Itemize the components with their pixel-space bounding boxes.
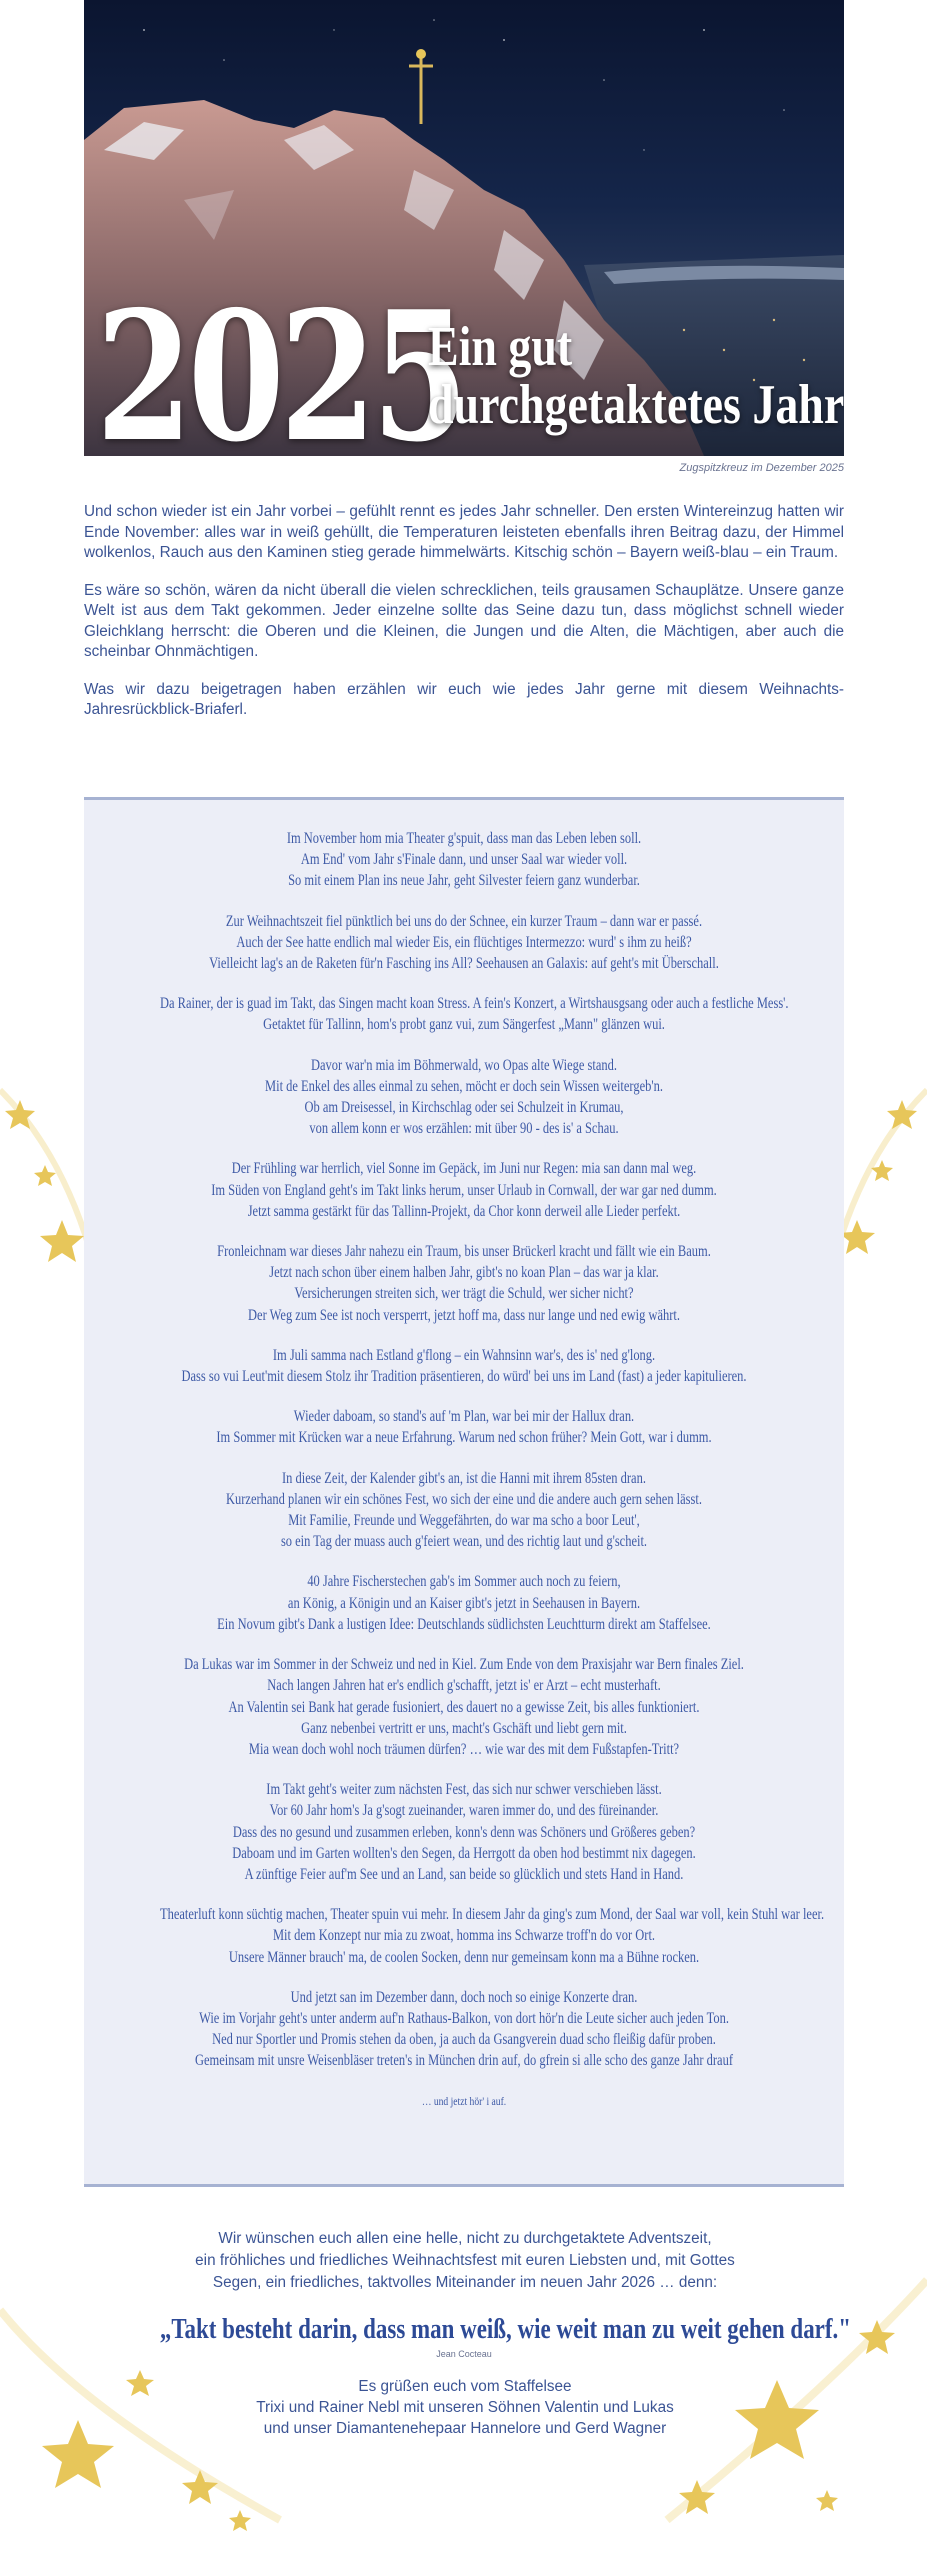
poem-line: Gemeinsam mit unsre Weisenbläser treten's in München drin auf, do gfrein si alle scho des ganze Jahr drauf [195, 2052, 733, 2070]
poem-line: Im November hom mia Theater g'spuit, dass man das Leben leben soll. [286, 830, 642, 847]
poem-line: Auch der See hatte endlich mal wieder Eis, ein flüchtiges Intermezzo: wurd' s ihm zu heiß? [236, 933, 692, 951]
poem-line: Mit de Enkel des alles einmal zu sehen, möcht er doch sein Wissen weitergeb'n. [265, 1077, 663, 1095]
poem-stanza [84, 1241, 844, 1326]
poem-line: Daboam und im Garten wollten's den Segen, da Herrgott da oben hod bestimmt nix dagegen. [232, 1844, 696, 1862]
poem-stanza [84, 911, 844, 975]
poem-line: Mit Familie, Freunde und Weggefährten, do war ma scho a boor Leut', [288, 1512, 640, 1530]
poem-stanza [84, 993, 844, 1035]
star-icon [5, 1100, 35, 1129]
star-icon [182, 2470, 218, 2504]
poem-line: Wie im Vorjahr geht's unter anderm auf'n Rathaus-Balkon, von dort hör'n die Leute sicher auch jeden Ton. [199, 2009, 729, 2027]
wishes-line: ein fröhliches und friedliches Weihnachtsfest mit euren Liebsten und, mit Gottes [195, 2252, 735, 2269]
star-icon [40, 1220, 84, 1262]
poem-line: Am End' vom Jahr s'Finale dann, und unser Saal war wieder voll. [300, 851, 628, 869]
poem-stanza [84, 1158, 844, 1222]
hero-title [428, 318, 844, 434]
hero-title-line-2: durchgetaktetes Jahr [428, 374, 844, 436]
poem-line: Im Sommer mit Krücken war a neue Erfahrung. Warum ned schon früher? Mein Gott, war i dumm. [216, 1429, 712, 1447]
poem-line: Unsere Männer brauch' ma, de coolen Socken, denn nur gemeinsam konn ma a Bühne rocken. [228, 1948, 700, 1966]
poem-line: Der Weg zum See ist noch versperrt, jetzt hoff ma, dass nur lange und ned ewig währt. [248, 1306, 680, 1324]
poem-line: An Valentin sei Bank hat gerade fusioniert, des dauert no a gewisse Zeit, bis alles funktioniert. [228, 1698, 700, 1716]
poem-stanza [84, 1406, 844, 1448]
poem-line: Fronleichnam war dieses Jahr nahezu ein Traum, bis unser Brückerl kracht und fällt wie ein Baum. [217, 1243, 711, 1261]
poem-line: Mia wean doch wohl noch träumen dürfen? … wie war des mit dem Fußstapfen-Tritt? [248, 1740, 680, 1758]
poem-line: Ned nur Sportler und Promis stehen da oben, ja auch da Gsangverein duad scho fleißig dafür proben. [212, 2031, 716, 2049]
poem-stanza [84, 828, 844, 892]
poem-line: von allem konn er wos erzählen: mit über 90 - des is' a Schau. [309, 1120, 619, 1138]
poem-stanza [84, 1904, 844, 1968]
star-icon [871, 1160, 893, 1181]
star-icon [839, 1220, 875, 1254]
poem-line: Ob am Dreisessel, in Kirchschlag oder sei Schulzeit in Krumau, [304, 1099, 624, 1117]
star-icon [34, 1165, 56, 1186]
intro-paragraph: Und schon wieder ist ein Jahr vorbei – gefühlt rennt es jedes Jahr schneller. Den ersten Wintereinzug hatten wir Ende November: alles war in weiß gehüllt, die Temperaturen leisteten ebenfalls ihren Beitrag dazu, der Himmel wolkenlos, Rauch aus den Kaminen stieg gerade himmelwärts. Kitschig schön – Bayern weiß-blau – ein Traum. [84, 503, 844, 561]
poem-line: Zur Weihnachtszeit fiel pünktlich bei uns do der Schnee, ein kurzer Traum – dann war er passé. [225, 912, 703, 930]
poem-stanza [84, 1654, 844, 1760]
poem-stanza [84, 1055, 844, 1140]
greeting-text [120, 2376, 810, 2439]
star-icon [887, 1100, 917, 1129]
poem-line: Nach langen Jahren hat er's endlich g'schafft, jetzt is' er Arzt – echt musterhaft. [267, 1677, 661, 1695]
poem-box [84, 797, 844, 2187]
poem-line: Kurzerhand planen wir ein schönes Fest, wo sich der eine und die andere auch gern sehen lässt. [226, 1490, 702, 1508]
poem-line: Theaterluft konn süchtig machen, Theater spuin vui mehr. In diesem Jahr da ging's zum Mond, der Saal war voll, kein Stuhl war leer. [160, 1906, 825, 1924]
greeting-line: und unser Diamantenehepaar Hannelore und Gerd Wagner [263, 2420, 667, 2437]
poem-line: Da Rainer, der is guad im Takt, das Singen macht koan Stress. A fein's Konzert, a Wirtshausgsang oder auch a festliche Mess'. [160, 995, 789, 1013]
poem-line: Wieder daboam, so stand's auf 'm Plan, war bei mir der Hallux dran. [293, 1408, 635, 1426]
star-icon [816, 2490, 838, 2511]
image-caption: Zugspitzkreuz im Dezember 2025 [679, 462, 844, 474]
greeting-line: Es grüßen euch vom Staffelsee [358, 2378, 572, 2395]
poem-line: Der Frühling war herrlich, viel Sonne im Gepäck, im Juni nur Regen: mia san dann mal weg. [231, 1160, 697, 1178]
greeting-line: Trixi und Rainer Nebl mit unseren Söhnen Valentin und Lukas [256, 2399, 674, 2416]
poem-line: So mit einem Plan ins neue Jahr, geht Silvester feiern ganz wunderbar. [288, 872, 640, 890]
poem-line: Jetzt nach schon über einem halben Jahr, gibt's no koan Plan – das war ja klar. [269, 1264, 659, 1282]
poem-line: Im Juli samma nach Estland g'flong – ein Wahnsinn war's, des is' ned g'long. [272, 1346, 656, 1364]
wishes-line: Segen, ein friedliches, taktvolles Miteinander im neuen Jahr 2026 … denn: [212, 2274, 718, 2291]
wishes-line: Wir wünschen euch allen eine helle, nicht zu durchgetaktete Adventszeit, [218, 2230, 712, 2247]
star-icon [229, 2510, 251, 2531]
poem-line: Und jetzt san im Dezember dann, doch noch so einige Konzerte dran. [290, 1988, 638, 2006]
hero-image [84, 0, 844, 456]
poem-stanza [84, 2091, 844, 2112]
intro-paragraph: Es wäre so schön, wären da nicht überall die vielen schrecklichen, teils grausamen Schauplätze. Unsere ganze Welt ist aus dem Takt gekommen. Jeder einzelne sollte das Seine dazu tun, dass möglichst schnell wieder Gleichklang herrscht: die Oberen und die Kleinen, die Jungen und die Alten, die Mächtigen, aber auch die scheinbar Ohnmächtigen. [84, 581, 844, 660]
poem-line: Versicherungen streiten sich, wer trägt die Schuld, wer sicher nicht? [294, 1285, 634, 1303]
year-heading: 2025 [96, 272, 464, 456]
quote [84, 2314, 852, 2346]
poem-line: Dass des no gesund und zusammen erleben, konn's denn was Schöners und Größeres geben? [232, 1823, 696, 1841]
poem-line: Ganz nebenbei vertritt er uns, macht's Gschäft und liebt gern mit. [301, 1719, 627, 1737]
poem-stanza [84, 1345, 844, 1387]
poem-stanza [84, 1468, 844, 1553]
poem-line: Jetzt samma gestärkt für das Tallinn-Projekt, da Chor konn derweil alle Lieder perfekt. [247, 1202, 681, 1220]
poem-line: Im Takt geht's weiter zum nächsten Fest, das sich nur schwer verschieben lässt. [266, 1781, 662, 1799]
poem-line: In diese Zeit, der Kalender gibt's an, ist die Hanni mit ihrem 85sten dran. [282, 1469, 646, 1487]
poem-line: Davor war'n mia im Böhmerwald, wo Opas alte Wiege stand. [310, 1056, 618, 1074]
star-icon [859, 2320, 895, 2354]
poem-line: Mit dem Konzept nur mia zu zwoat, homma ins Schwarze troff'n do vor Ort. [272, 1927, 656, 1945]
poem-line: an König, a Königin und an Kaiser gibt's jetzt in Seehausen in Bayern. [287, 1594, 641, 1612]
poem-line: Im Süden von England geht's im Takt links herum, unser Urlaub in Cornwall, der war gar ned dumm. [211, 1181, 717, 1199]
intro-text [84, 502, 844, 738]
poem-closing-line: … und jetzt hör' i auf. [421, 2093, 507, 2108]
hero-title-line-1: Ein gut [428, 316, 573, 378]
star-icon [679, 2480, 715, 2514]
poem-line: 40 Jahre Fischerstechen gab's im Sommer auch noch zu feiern, [307, 1573, 621, 1591]
poem-line: so ein Tag der muass auch g'feiert wean, und des richtig laut und g'scheit. [280, 1533, 648, 1551]
poem-line: Getaktet für Tallinn, hom's probt ganz vui, zum Sängerfest „Mann" glänzen wui. [263, 1016, 665, 1034]
poem-line: Vielleicht lag's an de Raketen für'n Fasching ins All? Seehausen an Galaxis: auf geht's mit Überschall. [209, 955, 719, 973]
intro-paragraph: Was wir dazu beigetragen haben erzählen wir euch wie jedes Jahr gerne mit diesem Weihnachts-Jahresrückblick-Briaferl. [84, 680, 844, 718]
poem-line: Da Lukas war im Sommer in der Schweiz und ned in Kiel. Zum Ende von dem Praxisjahr war Bern finales Ziel. [184, 1656, 744, 1674]
quote-author: Jean Cocteau [436, 2349, 492, 2359]
wishes-text [120, 2228, 810, 2294]
poem-stanza [84, 1987, 844, 2072]
poem-stanza [84, 1571, 844, 1635]
poem-line: Dass so vui Leut'mit diesem Stolz ihr Tradition präsentieren, do würd' bei uns im Land (fast) a jeder kapitulieren. [181, 1368, 747, 1386]
poem-line: A zünftige Feier auf'm See und an Land, san beide so glücklich und stets Hand in Hand. [244, 1865, 684, 1883]
poem-stanza [84, 1779, 844, 1885]
poem-line: Ein Novum gibt's Dank a lustigen Idee: Deutschlands südlichsten Leuchtturm direkt am Staffelsee. [217, 1615, 711, 1633]
poem-line: Vor 60 Jahr hom's Ja g'sogt zueinander, waren immer do, und des füreinander. [269, 1802, 659, 1820]
star-icon [42, 2420, 114, 2488]
quote-text: „Takt besteht darin, dass man weiß, wie weit man zu weit gehen darf." [159, 2314, 852, 2345]
